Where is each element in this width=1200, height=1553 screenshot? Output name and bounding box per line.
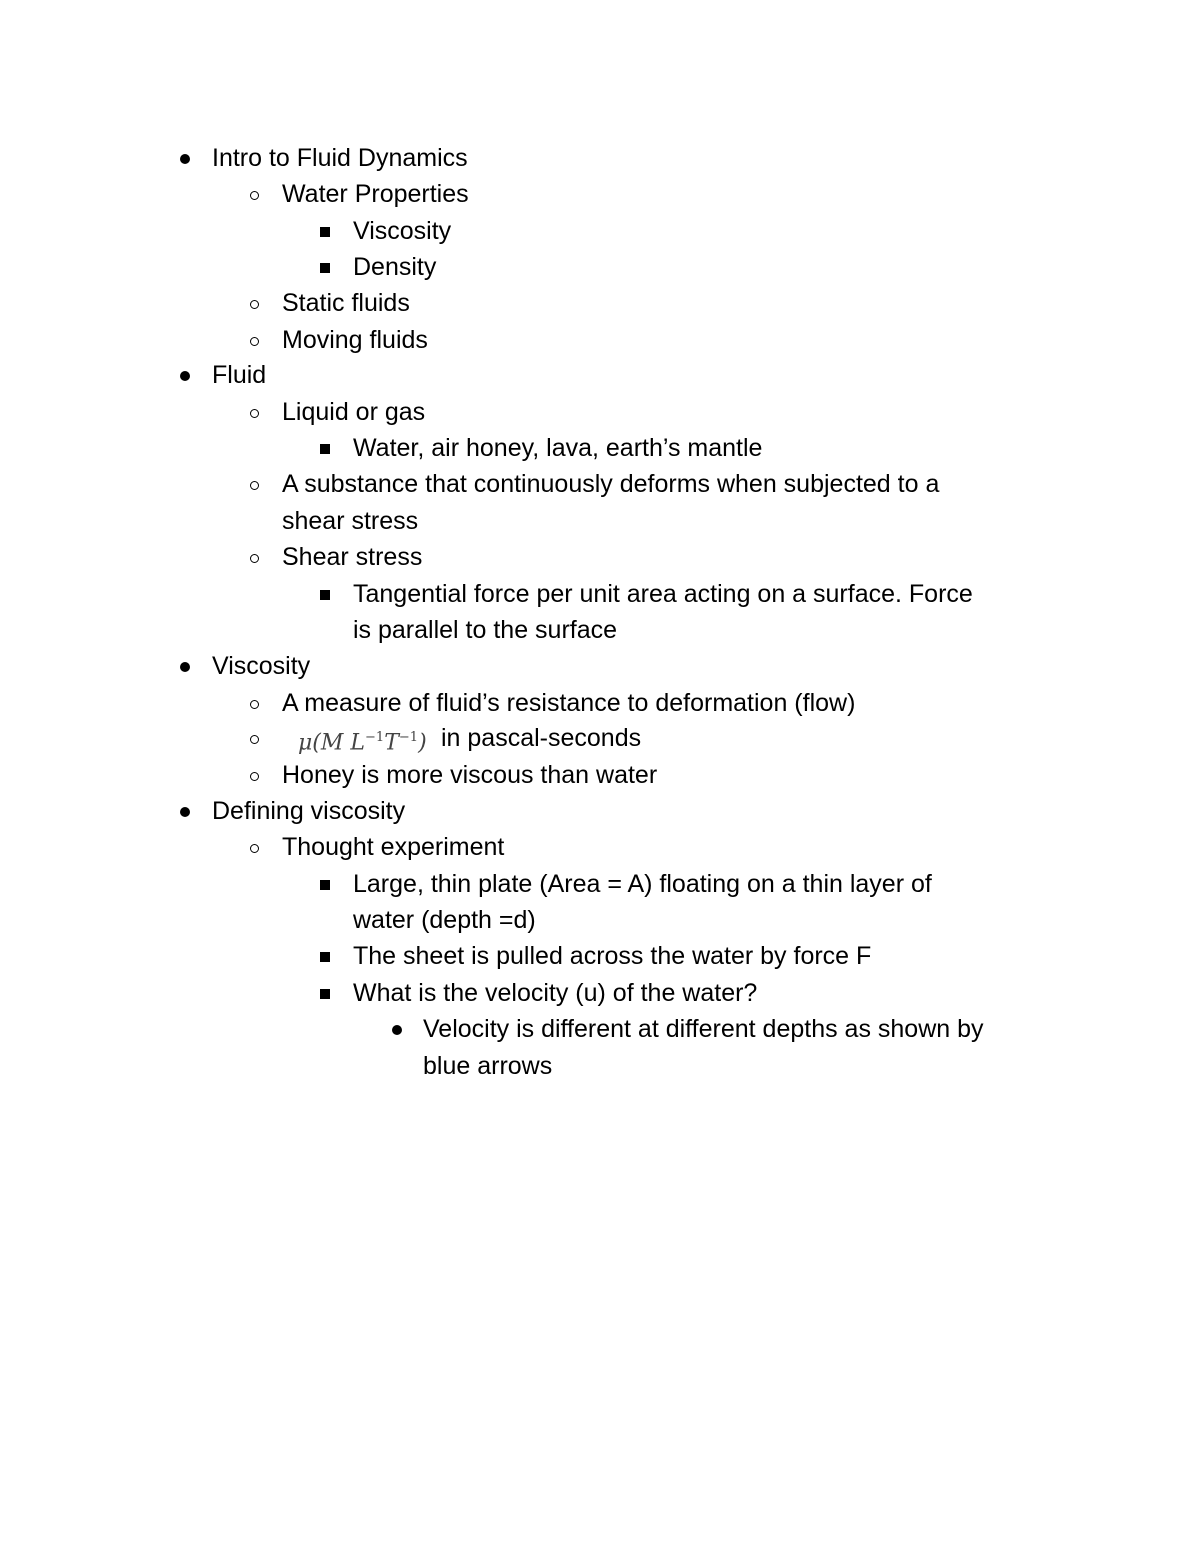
outline-item-text: Velocity is different at different depths as shown by xyxy=(423,1015,984,1043)
bullet-circle-icon xyxy=(250,772,259,781)
viscosity-dimension-formula: μ(M $L^{-1}T^{-1}$) xyxy=(298,730,427,756)
bullet-circle-icon xyxy=(250,554,259,563)
bullet-disc-icon xyxy=(180,154,190,164)
outline-item-text: Defining viscosity xyxy=(212,797,406,825)
outline-item-text: A substance that continuously deforms when subjected to a xyxy=(282,470,940,498)
bullet-disc-icon xyxy=(180,662,190,672)
bullet-square-icon xyxy=(320,444,330,454)
bullet-square-icon xyxy=(320,590,330,600)
outline-item-text: Tangential force per unit area acting on a surface. Force xyxy=(353,580,973,608)
outline-item-text: blue arrows xyxy=(423,1052,553,1080)
outline-item-text: Honey is more viscous than water xyxy=(282,761,658,789)
bullet-disc-icon xyxy=(180,807,190,817)
outline-item-text: Shear stress xyxy=(282,543,423,571)
bullet-square-icon xyxy=(320,263,330,273)
outline-item-text: What is the velocity (u) of the water? xyxy=(353,979,758,1007)
bullet-square-icon xyxy=(320,227,330,237)
outline-item-text: Large, thin plate (Area = A) floating on a thin layer of xyxy=(353,870,932,898)
bullet-disc-icon xyxy=(392,1025,402,1035)
outline-item-text: water (depth =d) xyxy=(353,906,536,934)
outline-item-text: Moving fluids xyxy=(282,326,428,354)
bullet-circle-icon xyxy=(250,844,259,853)
outline-item-text: Liquid or gas xyxy=(282,398,426,426)
outline-item-text: The sheet is pulled across the water by force F xyxy=(353,942,872,970)
outline-item-text: Density xyxy=(353,253,437,281)
outline-item-text: Water Properties xyxy=(282,180,469,208)
bullet-square-icon xyxy=(320,880,330,890)
outline-item-text: A measure of fluid’s resistance to deformation (flow) xyxy=(282,689,856,717)
outline-item-text: Viscosity xyxy=(353,217,452,245)
bullet-disc-icon xyxy=(180,371,190,381)
bullet-square-icon xyxy=(320,952,330,962)
bullet-circle-icon xyxy=(250,409,259,418)
outline-item-text: Intro to Fluid Dynamics xyxy=(212,144,468,172)
outline-item-text: Fluid xyxy=(212,361,267,389)
bullet-circle-icon xyxy=(250,481,259,490)
bullet-circle-icon xyxy=(250,337,259,346)
outline-item-text: is parallel to the surface xyxy=(353,616,618,644)
bullet-circle-icon xyxy=(250,191,259,200)
bullet-circle-icon xyxy=(250,700,259,709)
outline-item-text: in pascal-seconds xyxy=(441,724,642,752)
outline-item-text: Thought experiment xyxy=(282,833,505,861)
outline-item-text: Viscosity xyxy=(212,652,311,680)
outline-item-text: Water, air honey, lava, earth’s mantle xyxy=(353,434,763,462)
bullet-circle-icon xyxy=(250,300,259,309)
bullet-circle-icon xyxy=(250,735,259,744)
outline-item-text: Static fluids xyxy=(282,289,410,317)
outline-item-text: shear stress xyxy=(282,507,419,535)
bullet-square-icon xyxy=(320,989,330,999)
